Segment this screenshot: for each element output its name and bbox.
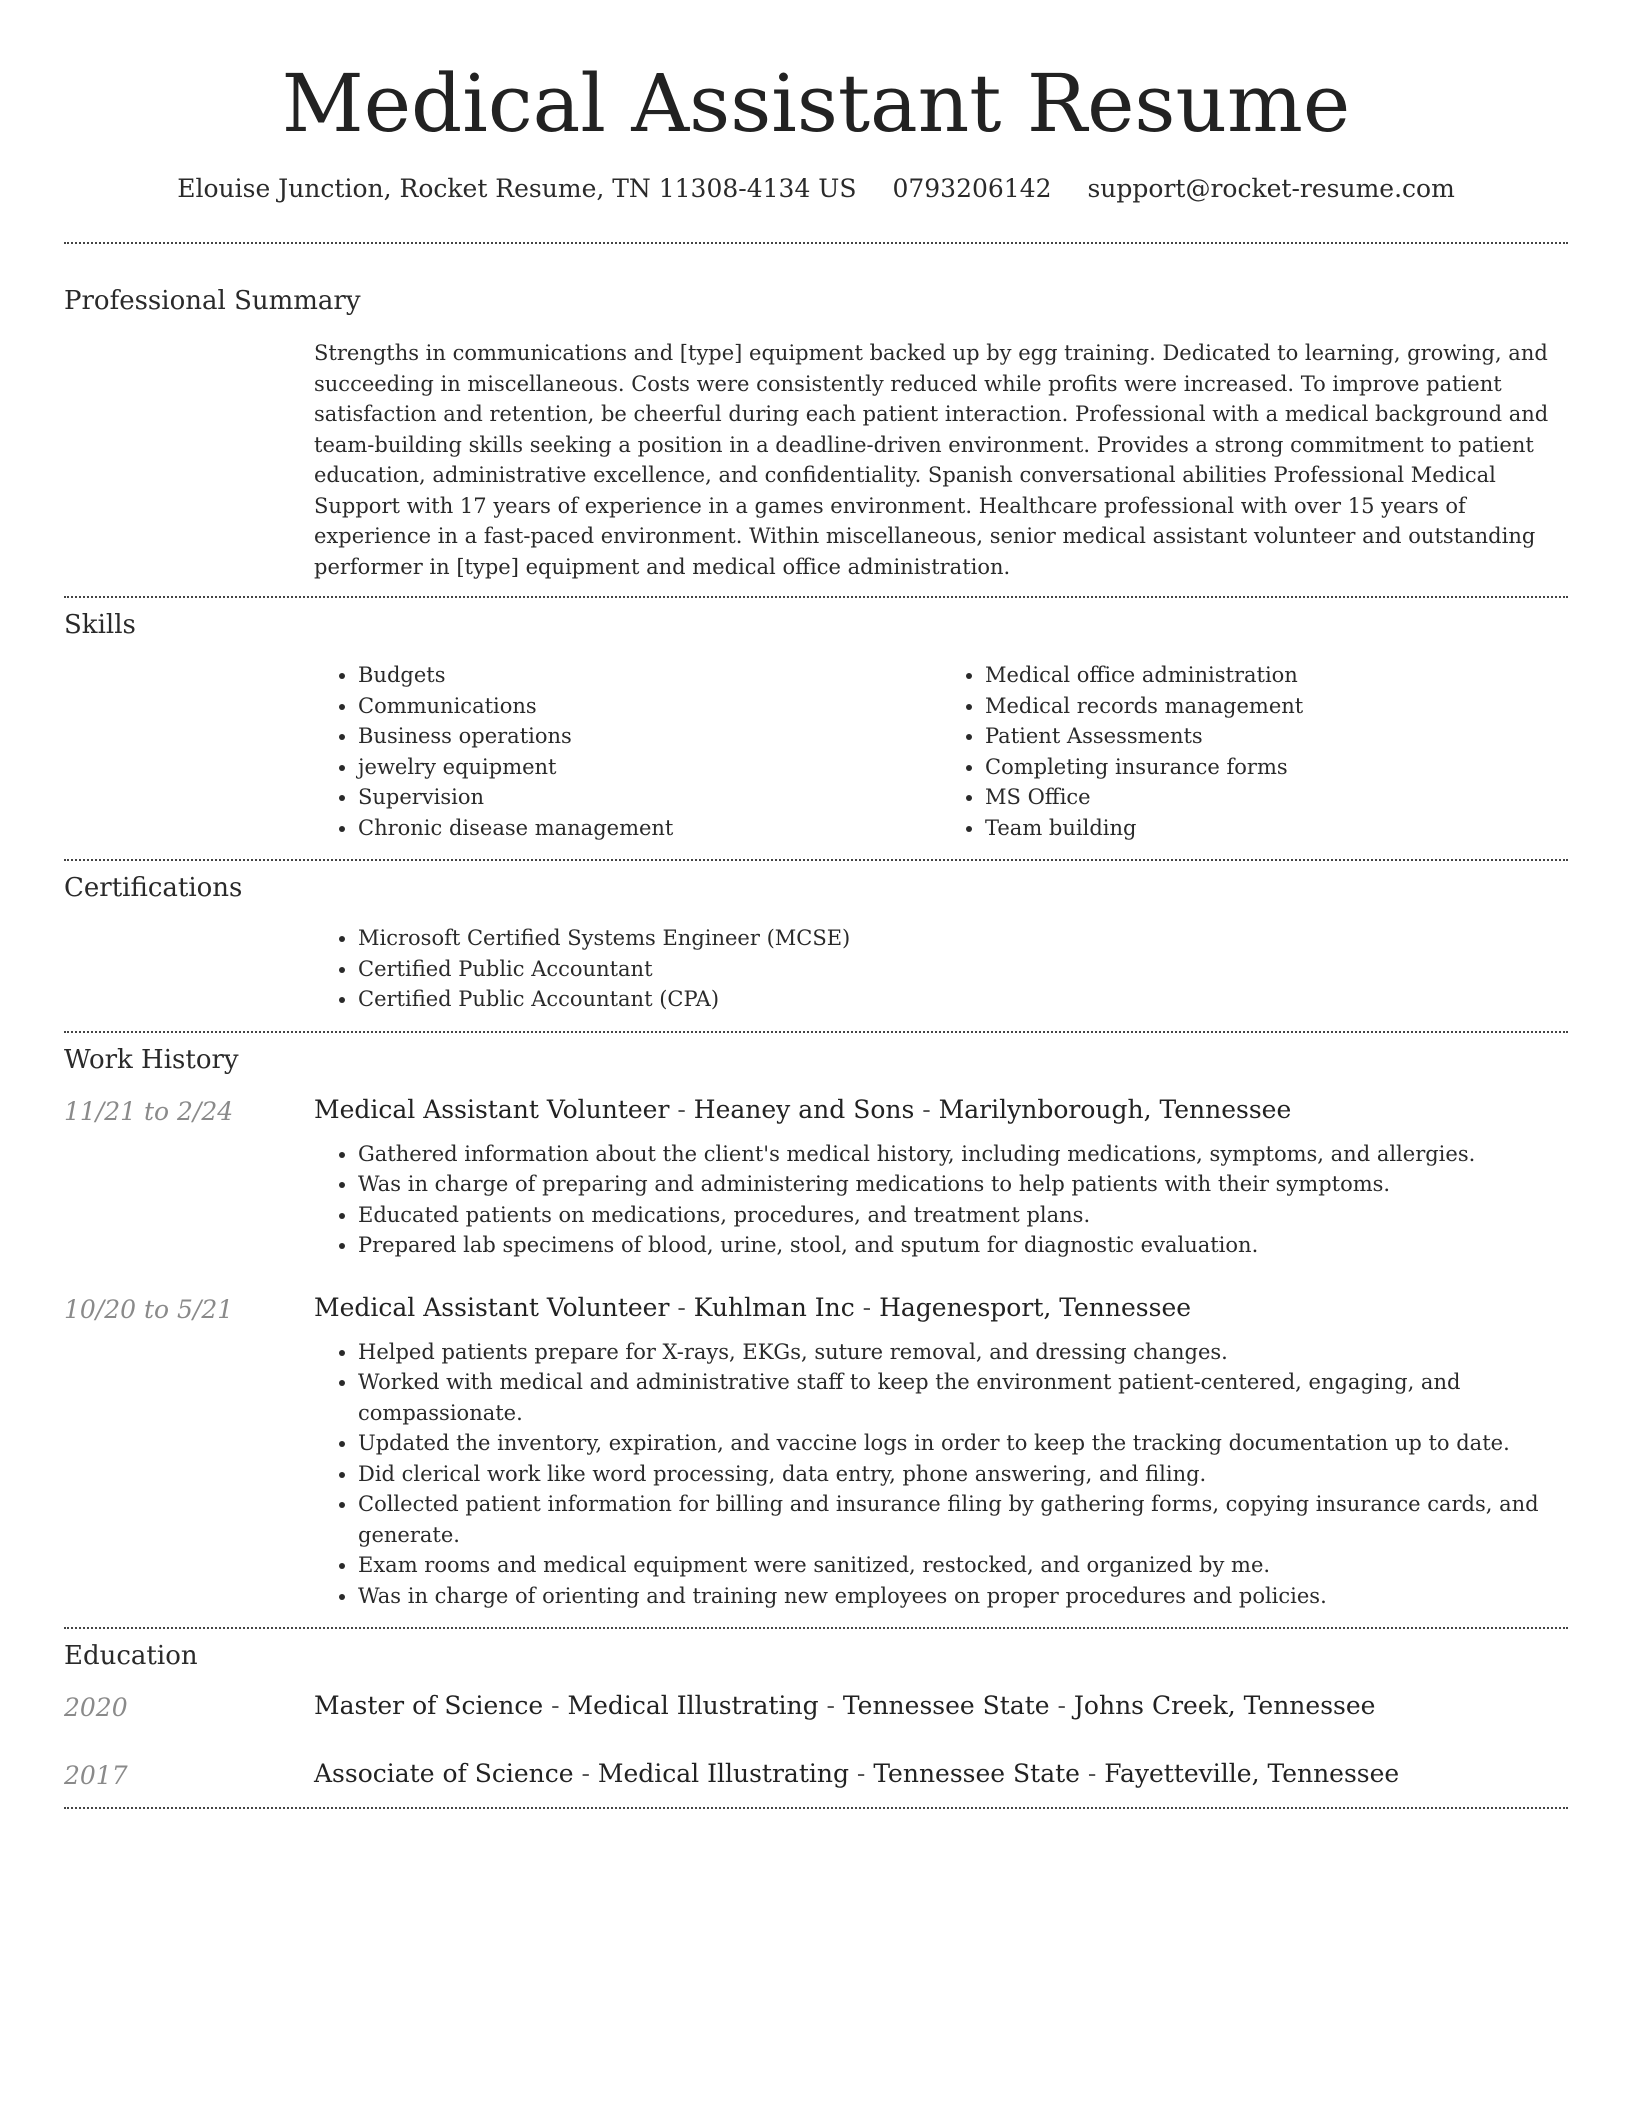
skill-item: • Communications bbox=[358, 691, 941, 722]
skill-item: • Medical records management bbox=[985, 691, 1568, 722]
skill-item: • Supervision bbox=[358, 782, 941, 813]
contact-phone: 0793206142 bbox=[892, 174, 1052, 203]
contact-address: Elouise Junction, Rocket Resume, TN 11308-4134 US bbox=[177, 174, 857, 203]
certification-item: • Certified Public Accountant (CPA) bbox=[358, 984, 1568, 1015]
education-heading-line: Associate of Science - Medical Illustrating - Tennessee State - Fayetteville, Tennessee bbox=[314, 1759, 1400, 1788]
page-title: Medical Assistant Resume bbox=[281, 57, 1351, 150]
job-bullet: • Gathered information about the client's medical history, including medications, symptoms, and allergies. bbox=[358, 1139, 1568, 1170]
education-degree: Master of Science bbox=[314, 1691, 544, 1720]
education-entry bbox=[64, 1757, 1568, 1791]
job-entry bbox=[64, 1093, 1568, 1261]
education-heading-line: Master of Science - Medical Illustrating - Tennessee State - Johns Creek, Tennessee bbox=[314, 1691, 1376, 1720]
job-heading: Medical Assistant Volunteer - Kuhlman Inc - Hagenesport, Tennessee bbox=[314, 1292, 1192, 1322]
education-school: Tennessee State bbox=[842, 1691, 1050, 1720]
job-bullets bbox=[314, 1139, 1568, 1261]
job-bullet: • Worked with medical and administrative staff to keep the environment patient-centered, engaging, and compassionate. bbox=[358, 1367, 1568, 1428]
education-school: Tennessee State bbox=[873, 1759, 1080, 1788]
job-bullet: • Exam rooms and medical equipment were sanitized, restocked, and organized by me. bbox=[358, 1550, 1568, 1581]
skills-heading: Skills bbox=[64, 610, 136, 640]
summary-heading: Professional Summary bbox=[64, 286, 361, 316]
education-heading: Education bbox=[64, 1641, 198, 1671]
job-bullet: • Prepared lab specimens of blood, urine, stool, and sputum for diagnostic evaluation. bbox=[358, 1230, 1568, 1261]
skills-list-right bbox=[941, 660, 1568, 843]
skill-item: • MS Office bbox=[985, 782, 1568, 813]
job-heading: Medical Assistant Volunteer - Heaney and Sons - Marilynborough, Tennessee bbox=[314, 1094, 1292, 1124]
job-location: Hagenesport, Tennessee bbox=[879, 1292, 1192, 1322]
skills-columns bbox=[314, 598, 1568, 859]
certification-item: • Microsoft Certified Systems Engineer (MCSE) bbox=[358, 923, 1568, 954]
job-bullets bbox=[314, 1337, 1568, 1612]
job-company: Heaney and Sons bbox=[693, 1094, 915, 1124]
skill-item: • Business operations bbox=[358, 721, 941, 752]
education-section bbox=[64, 1629, 1568, 1807]
job-entry bbox=[64, 1291, 1568, 1612]
job-bullet: • Collected patient information for billing and insurance filing by gathering forms, copying insurance cards, and generate. bbox=[358, 1489, 1568, 1550]
contact-email: support@rocket-resume.com bbox=[1087, 174, 1455, 203]
job-bullet: • Was in charge of orienting and training new employees on proper procedures and policies. bbox=[358, 1581, 1568, 1612]
certification-item: • Certified Public Accountant bbox=[358, 954, 1568, 985]
skill-item: • Budgets bbox=[358, 660, 941, 691]
education-field: Medical Illustrating bbox=[567, 1691, 819, 1720]
divider bbox=[64, 1807, 1568, 1809]
education-year: 2017 bbox=[64, 1761, 128, 1790]
education-location: Johns Creek, Tennessee bbox=[1073, 1691, 1376, 1720]
skill-item: • Team building bbox=[985, 813, 1568, 844]
job-bullet: • Was in charge of preparing and administering medications to help patients with their symptoms. bbox=[358, 1169, 1568, 1200]
skill-item: • Medical office administration bbox=[985, 660, 1568, 691]
skill-item: • Patient Assessments bbox=[985, 721, 1568, 752]
job-role: Medical Assistant Volunteer bbox=[314, 1094, 670, 1124]
job-bullet: • Helped patients prepare for X-rays, EKGs, suture removal, and dressing changes. bbox=[358, 1337, 1568, 1368]
job-bullet: • Updated the inventory, expiration, and vaccine logs in order to keep the tracking documentation up to date. bbox=[358, 1428, 1568, 1459]
work-history-heading: Work History bbox=[64, 1044, 239, 1075]
summary-text: Strengths in communications and [type] equipment backed up by egg training. Dedicated to learning, growing, and succeeding in miscellaneous. Costs were consistently reduced while profits were increased. To improve patient satisfaction and retention, be cheerful during each patient interaction. Professional with a medical background and team-building skills seeking a position in a deadline-driven environment. Provides a strong commitment to patient education, administrative excellence, and confidentiality. Spanish conversational abilities Professional Medical Support with 17 years of experience in a games environment. Healthcare professional with over 15 years of experience in a fast-paced environment. Within miscellaneous, senior medical assistant volunteer and outstanding performer in [type] equipment and medical office administration. bbox=[314, 341, 1549, 579]
education-location: Fayetteville, Tennessee bbox=[1104, 1759, 1400, 1788]
job-company: Kuhlman Inc bbox=[693, 1292, 855, 1322]
skill-item: • jewelry equipment bbox=[358, 752, 941, 783]
education-field: Medical Illustrating bbox=[597, 1759, 849, 1788]
certifications-list bbox=[314, 923, 1568, 1015]
skills-list-left bbox=[314, 660, 941, 843]
job-location: Marilynborough, Tennessee bbox=[938, 1094, 1292, 1124]
education-entry bbox=[64, 1689, 1568, 1723]
contact-line bbox=[64, 172, 1568, 206]
resume-page bbox=[64, 0, 1568, 1809]
skill-item: • Completing insurance forms bbox=[985, 752, 1568, 783]
education-degree: Associate of Science bbox=[314, 1759, 574, 1788]
skill-item: • Chronic disease management bbox=[358, 813, 941, 844]
certifications-section bbox=[64, 861, 1568, 1031]
skills-section bbox=[64, 598, 1568, 859]
education-year: 2020 bbox=[64, 1693, 128, 1722]
job-date: 10/20 to 5/21 bbox=[64, 1294, 234, 1324]
job-role: Medical Assistant Volunteer bbox=[314, 1292, 670, 1322]
certifications-heading: Certifications bbox=[64, 873, 243, 903]
job-bullet: • Did clerical work like word processing, data entry, phone answering, and filing. bbox=[358, 1459, 1568, 1490]
summary-section bbox=[64, 244, 1568, 596]
job-bullet: • Educated patients on medications, procedures, and treatment plans. bbox=[358, 1200, 1568, 1231]
job-date: 11/21 to 2/24 bbox=[64, 1096, 234, 1126]
work-history-section bbox=[64, 1033, 1568, 1628]
